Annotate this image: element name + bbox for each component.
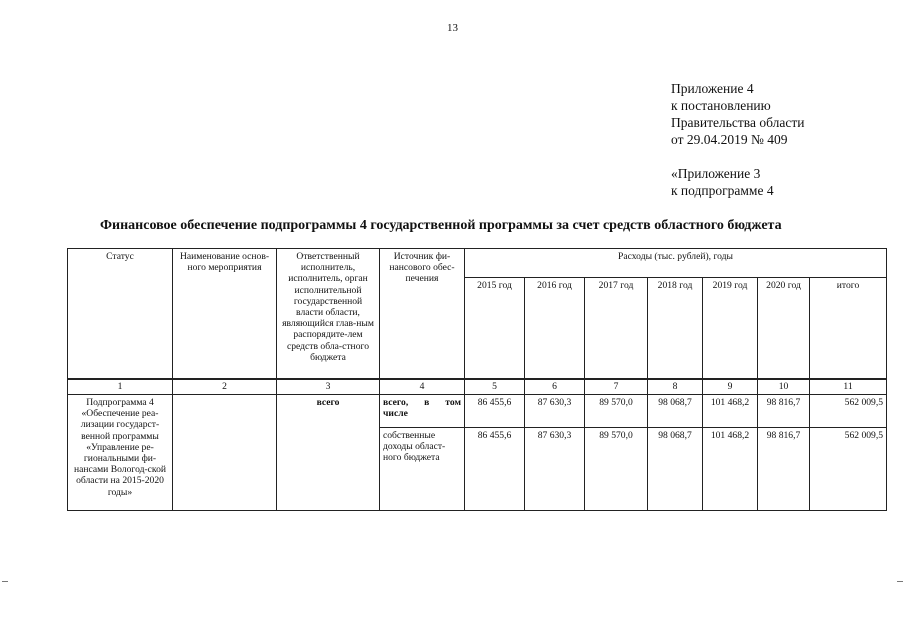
column-number: 1 [68, 379, 173, 395]
column-number: 3 [277, 379, 380, 395]
appendix-sub-block [671, 165, 774, 199]
header-total: итого [810, 278, 887, 380]
source-cell: собственные доходы област-ного бюджета [380, 428, 465, 511]
table-row [68, 395, 887, 428]
total-cell: 562 009,5 [810, 428, 887, 511]
column-number: 11 [810, 379, 887, 395]
column-number: 7 [585, 379, 648, 395]
value-cell: 98 068,7 [648, 428, 703, 511]
total-cell: 562 009,5 [810, 395, 887, 428]
appendix-sub-line: к подпрограмме 4 [671, 183, 774, 198]
header-year: 2018 год [648, 278, 703, 380]
header-year: 2017 год [585, 278, 648, 380]
column-number-row [68, 379, 887, 395]
header-activity: Наименование основ-ного мероприятия [173, 249, 277, 380]
header-executor: Ответственный исполнитель, исполнитель, орган исполнительной государственной власти области, являющийся глав-ным распорядите-лем средств обла-стного бюджета [277, 249, 380, 380]
status-cell: Подпрограмма 4 «Обеспечение реа-лизации государст-венной программы «Управление ре-гиональными фи-нансами Вологод-ской области на 2015-2020 годы» [68, 395, 173, 511]
column-number: 6 [525, 379, 585, 395]
header-source: Источник фи-нансового обес-печения [380, 249, 465, 380]
left-edge-mark [2, 581, 8, 582]
header-year: 2020 год [758, 278, 810, 380]
value-cell: 98 068,7 [648, 395, 703, 428]
appendix-line: Правительства области [671, 115, 805, 130]
value-cell: 89 570,0 [585, 428, 648, 511]
value-cell: 86 455,6 [465, 428, 525, 511]
column-number: 10 [758, 379, 810, 395]
appendix-line: Приложение 4 [671, 81, 754, 96]
header-expenses: Расходы (тыс. рублей), годы [465, 249, 887, 278]
column-number: 2 [173, 379, 277, 395]
header-row [68, 249, 887, 278]
column-number: 5 [465, 379, 525, 395]
value-cell: 101 468,2 [703, 395, 758, 428]
header-year: 2015 год [465, 278, 525, 380]
header-status: Статус [68, 249, 173, 380]
appendix-block [671, 80, 804, 148]
header-year: 2016 год [525, 278, 585, 380]
column-number: 9 [703, 379, 758, 395]
header-year: 2019 год [703, 278, 758, 380]
value-cell: 87 630,3 [525, 395, 585, 428]
financing-table [67, 248, 887, 511]
appendix-line: от 29.04.2019 № 409 [671, 132, 788, 147]
value-cell: 98 816,7 [758, 395, 810, 428]
appendix-line: к постановлению [671, 98, 771, 113]
page-number: 13 [447, 22, 458, 34]
executor-cell: всего [277, 395, 380, 511]
value-cell: 98 816,7 [758, 428, 810, 511]
value-cell: 87 630,3 [525, 428, 585, 511]
column-number: 8 [648, 379, 703, 395]
value-cell: 89 570,0 [585, 395, 648, 428]
activity-cell [173, 395, 277, 511]
appendix-sub-line: «Приложение 3 [671, 166, 761, 181]
value-cell: 86 455,6 [465, 395, 525, 428]
source-cell: всего, в том числе [380, 395, 465, 428]
document-title: Финансовое обеспечение подпрограммы 4 государственной программы за счет средств областного бюджета [100, 218, 782, 233]
value-cell: 101 468,2 [703, 428, 758, 511]
right-edge-mark [897, 581, 903, 582]
column-number: 4 [380, 379, 465, 395]
